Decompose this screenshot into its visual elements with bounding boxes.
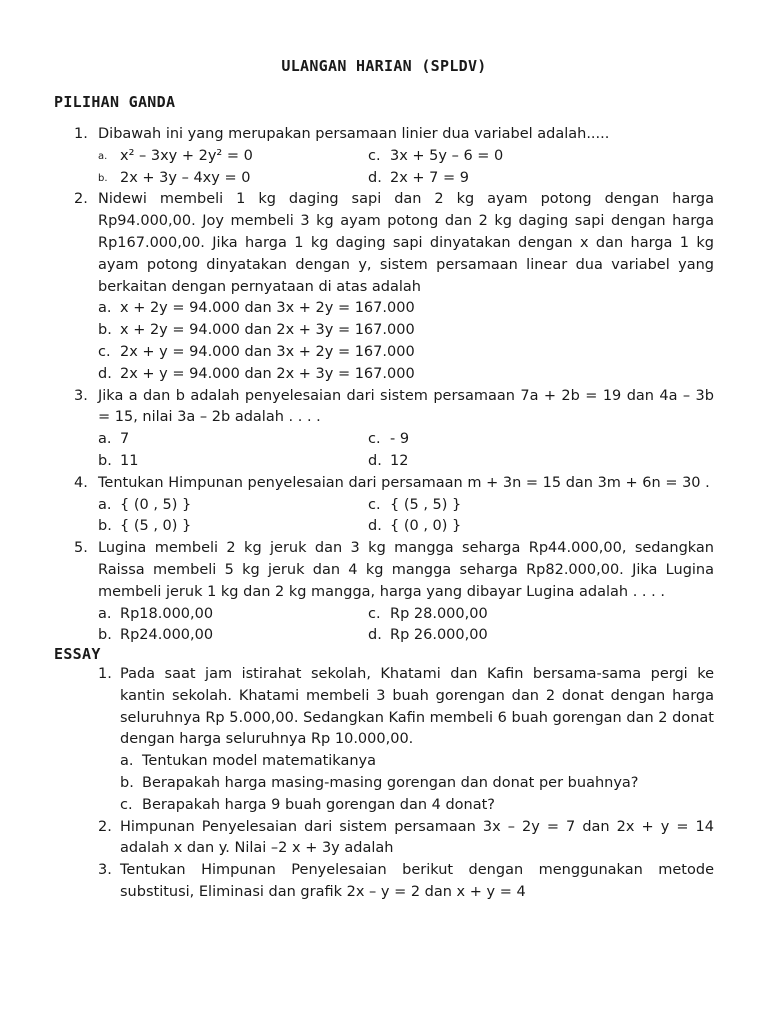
mc-question-5 (54, 538, 714, 647)
option-text: Rp 26.000,00 (390, 627, 488, 644)
option-text: Rp 28.000,00 (390, 605, 488, 622)
option-text: 2x + y = 94.000 dan 3x + 2y = 167.000 (120, 343, 415, 360)
question-text: Dibawah ini yang merupakan persamaan linier dua variabel adalah..... (98, 126, 610, 142)
option-text: { (5 , 0) } (120, 518, 192, 535)
sub-letter: c. (120, 796, 133, 813)
option-letter: a. (98, 431, 112, 448)
question-number: 3. (98, 862, 112, 879)
essay-question-1 (54, 664, 714, 817)
option-letter: b. (98, 172, 108, 184)
option-text: 7 (120, 431, 130, 448)
option-letter: d. (368, 169, 382, 186)
option-letter: d. (368, 518, 382, 535)
section-heading-multiple-choice: PILIHAN GANDA (54, 93, 176, 111)
option-letter: a. (98, 300, 112, 317)
option-text: 2x + 7 = 9 (390, 169, 469, 186)
option-text: 11 (120, 452, 139, 469)
option-text: 2x + y = 94.000 dan 2x + 3y = 167.000 (120, 365, 415, 382)
options (98, 429, 714, 473)
mc-question-3 (54, 386, 714, 473)
question-number: 3. (74, 387, 88, 404)
section-heading-essay: ESSAY (54, 645, 101, 663)
option-letter: a. (98, 605, 112, 622)
page-title: ULANGAN HARIAN (SPLDV) (281, 57, 487, 75)
option-b (98, 320, 714, 342)
option-letter: d. (368, 452, 382, 469)
option-letter: a. (98, 150, 108, 162)
option-letter: c. (368, 147, 381, 164)
option-text: - 9 (390, 431, 410, 448)
sub-question-c (120, 795, 714, 817)
option-d (368, 516, 638, 538)
sub-question-b (120, 773, 714, 795)
option-b (98, 168, 368, 190)
option-a (98, 429, 368, 451)
question-number: 2. (98, 818, 112, 835)
essay-question-3 (54, 860, 714, 904)
question-number: 1. (74, 126, 88, 142)
question-number: 1. (98, 666, 112, 682)
option-text: Rp18.000,00 (120, 605, 214, 622)
option-a (98, 146, 368, 168)
option-c (98, 342, 714, 364)
option-b (98, 625, 368, 647)
question-text: Tentukan Himpunan Penyelesaian berikut dengan menggunakan metode substitusi, Eliminasi dan grafik 2x – y = 2 dan x + y = 4 (120, 862, 714, 900)
question-text: Jika a dan b adalah penyelesaian dari sistem persamaan 7a + 2b = 19 dan 4a – 3b = 15, nilai 3a – 2b adalah . . . . (98, 387, 714, 426)
option-text: { (0 , 0) } (390, 518, 462, 535)
option-d (368, 625, 638, 647)
sub-question-a (120, 751, 714, 773)
question-text: Pada saat jam istirahat sekolah, Khatami dan Kafin bersama-sama pergi ke kantin sekolah. Khatami membeli 3 buah gorengan dan 2 donat dengan harga seluruhnya Rp 5.000,00. Sedangkan Kafin membeli 6 buah gorengan dan 2 donat dengan harga seluruhnya Rp 10.000,00. (120, 666, 714, 748)
sub-letter: b. (120, 774, 134, 791)
option-b (98, 516, 368, 538)
options (98, 298, 714, 385)
option-d (98, 364, 714, 386)
option-text: { (0 , 5) } (120, 496, 192, 513)
option-a (98, 298, 714, 320)
sub-text: Berapakah harga 9 buah gorengan dan 4 donat? (142, 796, 495, 813)
question-text: Tentukan Himpunan penyelesaian dari persamaan m + 3n = 15 dan 3m + 6n = 30 . (98, 474, 710, 491)
option-letter: a. (98, 496, 112, 513)
question-text: Lugina membeli 2 kg jeruk dan 3 kg mangga seharga Rp44.000,00, sedangkan Raissa membeli 5 kg jeruk dan 4 kg mangga seharga Rp82.000,00. Jika Lugina membeli jeruk 1 kg dan 2 kg mangga, harga yang dibayar Lugina adalah . . . . (98, 540, 714, 600)
option-text: x + 2y = 94.000 dan 2x + 3y = 167.000 (120, 322, 415, 339)
option-b (98, 451, 368, 473)
option-letter: b. (98, 322, 112, 339)
option-letter: b. (98, 627, 112, 644)
essay-list (54, 664, 714, 904)
option-letter: c. (368, 431, 381, 448)
option-letter: c. (98, 343, 111, 360)
option-c (368, 146, 638, 168)
mc-question-1 (54, 124, 714, 189)
option-text: 2x + 3y – 4xy = 0 (120, 169, 251, 186)
option-text: Rp24.000,00 (120, 627, 214, 644)
option-text: { (5 , 5) } (390, 496, 462, 513)
option-c (368, 429, 638, 451)
options (98, 495, 714, 539)
question-text: Himpunan Penyelesaian dari sistem persamaan 3x – 2y = 7 dan 2x + y = 14 adalah x dan y. Nilai –2 x + 3y adalah (120, 818, 714, 857)
option-letter: b. (98, 452, 112, 469)
essay-question-2 (54, 817, 714, 861)
option-letter: c. (368, 605, 381, 622)
option-text: 3x + 5y – 6 = 0 (390, 147, 504, 164)
options (98, 604, 714, 648)
question-number: 4. (74, 474, 88, 491)
sub-text: Tentukan model matematikanya (142, 753, 376, 770)
option-c (368, 604, 638, 626)
option-letter: d. (98, 365, 112, 382)
option-text: 12 (390, 452, 409, 469)
options (98, 146, 714, 190)
option-text: x + 2y = 94.000 dan 3x + 2y = 167.000 (120, 300, 415, 317)
option-a (98, 495, 368, 517)
option-letter: d. (368, 627, 382, 644)
option-a (98, 604, 368, 626)
option-text: x² – 3xy + 2y² = 0 (120, 147, 253, 164)
mc-question-2 (54, 189, 714, 385)
question-text: Nidewi membeli 1 kg daging sapi dan 2 kg ayam potong dengan harga Rp94.000,00. Joy membeli 3 kg ayam potong dan 2 kg daging sapi dengan harga Rp167.000,00. Jika harga 1 kg daging sapi dinyatakan dengan x dan harga 1 kg ayam potong dinyatakan dengan y, sistem persamaan linear dua variabel yang berkaitan dengan pernyataan di atas adalah (98, 191, 714, 295)
option-letter: b. (98, 518, 112, 535)
option-d (368, 451, 638, 473)
mc-question-4 (54, 473, 714, 538)
multiple-choice-list (54, 124, 714, 647)
sub-text: Berapakah harga masing-masing gorengan dan donat per buahnya? (142, 774, 639, 791)
option-c (368, 495, 638, 517)
question-number: 5. (74, 540, 88, 557)
option-letter: c. (368, 496, 381, 513)
sub-letter: a. (120, 753, 134, 770)
question-number: 2. (74, 191, 88, 208)
option-d (368, 168, 638, 190)
